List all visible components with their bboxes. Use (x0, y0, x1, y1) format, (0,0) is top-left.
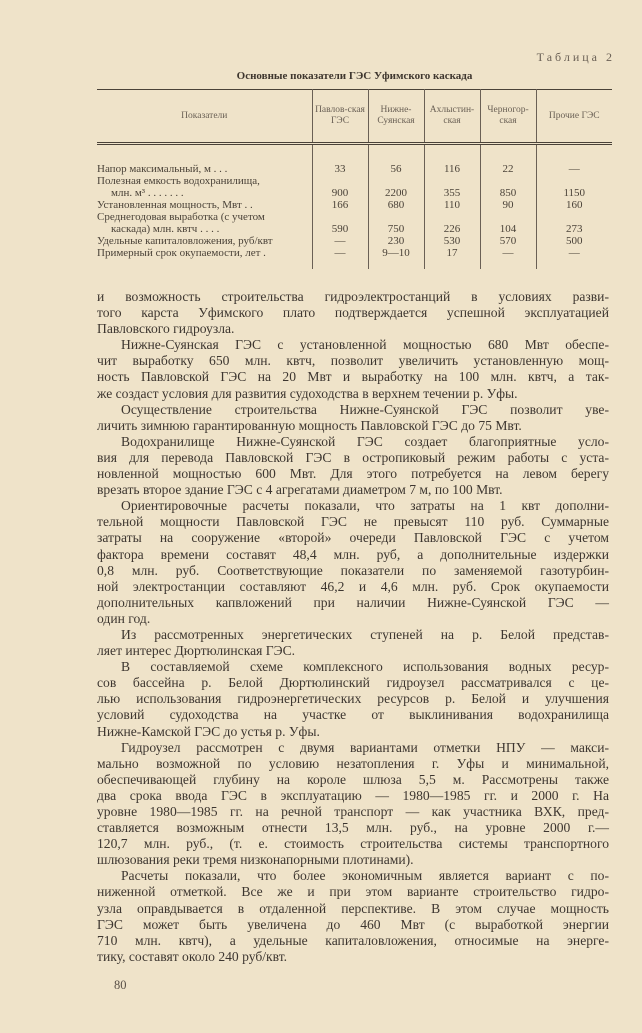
table-cell: 530 (424, 235, 480, 247)
text-line: узла оправдывается в отдаленной перспективе. В этом случае мощность (97, 900, 609, 916)
row-label-text: Полезная емкость водохранилища, (97, 175, 260, 187)
table-cell: 22 (480, 144, 536, 176)
table-cell: 680 (368, 199, 424, 211)
table-cell: 1150 (536, 175, 612, 199)
text-line: ниженной отметкой. Все же и при этом варианте строительство гидро- (97, 884, 609, 900)
text-line: Нижне-Суянская ГЭС с установленной мощностью 680 Мвт обеспе- (121, 337, 609, 353)
table-row (97, 144, 612, 176)
table-cell: 17 (424, 247, 480, 269)
header-other-ges: Прочие ГЭС (536, 90, 612, 144)
text-line: того карста Уфимского плато подтверждается успешной эксплуатацией (97, 305, 609, 321)
paragraph (97, 498, 609, 627)
text-line: условий судоходства на участке от выклинивания водохранилища (97, 707, 609, 723)
table-cell: 104 (480, 211, 536, 235)
text-line: Нижне-Камской ГЭС до устья р. Уфы. (97, 723, 320, 739)
table-cell: 56 (368, 144, 424, 176)
row-label-continuation: каскада) млн. квтч . . . . (111, 223, 220, 235)
text-line: ность Павловской ГЭС на 20 Мвт и выработку на 100 млн. квтч, а так- (97, 369, 609, 385)
paragraph (97, 659, 609, 739)
table-header-row (97, 90, 612, 144)
text-line: вия для перевода Павловской ГЭС в остропиковый режим работы с уста- (97, 449, 609, 465)
table-cell: — (312, 247, 368, 269)
text-line: Осуществление строительства Нижне-Суянской ГЭС позволит уве- (121, 401, 609, 417)
row-label-text: Примерный срок окупаемости, лет . (97, 247, 266, 259)
text-line: ставляется возможным отнести 13,5 млн. руб., на уровне 2000 г.— (97, 820, 609, 836)
text-line: сов бассейна р. Белой Дюртюлинский гидроузел рассматривался с це- (97, 675, 609, 691)
table-cell: 33 (312, 144, 368, 176)
text-line: два срока ввода ГЭС в эксплуатацию — 1980—1985 гг. и 2000 г. На (97, 787, 609, 803)
text-line: затраты на сооружение «второй» очереди Павловской ГЭС с учетом (97, 530, 609, 546)
table-cell: 2200 (368, 175, 424, 199)
table-cell: 590 (312, 211, 368, 235)
text-line: шлюзования реки тремя низконапорными плотинами). (97, 852, 414, 868)
table-row (97, 235, 612, 247)
text-line: 710 млн. квтч), а удельные капиталовложения, относимые на энерге- (97, 932, 609, 948)
table-cell: 750 (368, 211, 424, 235)
header-pavlovskaya: Павлов-ская ГЭС (312, 90, 368, 144)
table-row (97, 175, 612, 199)
table-cell: 160 (536, 199, 612, 211)
text-line: 120,7 млн. руб., (т. е. стоимость строительства системы транспортного (97, 836, 609, 852)
table-cell: 570 (480, 235, 536, 247)
row-label (97, 235, 312, 247)
row-label (97, 199, 312, 211)
text-line: тику, составят около 240 руб/квт. (97, 948, 288, 964)
text-line: уровне 1980—1985 гг. на речной транспорт — как участника ВХК, пред- (97, 804, 609, 819)
table-cell: — (536, 144, 612, 176)
table-cell: 90 (480, 199, 536, 211)
table-cell: 500 (536, 235, 612, 247)
paragraph (97, 627, 609, 659)
row-label (97, 175, 312, 199)
text-line: обеспечивающей глубину на короле шлюза 5,5 м. Рассмотрены также (97, 771, 609, 787)
text-line: Расчеты показали, что более экономичным является вариант с по- (121, 868, 609, 884)
text-line: Водохранилище Нижне-Суянской ГЭС создает благоприятные усло- (121, 433, 609, 449)
text-line: новленной мощностью 600 Мвт. Для этого потребуется на левом берегу (97, 466, 609, 482)
page-number: 80 (114, 977, 127, 992)
paragraph (97, 434, 609, 498)
text-line: личить зимнюю гарантированную мощность Павловской ГЭС до 75 Мвт. (97, 417, 522, 433)
table-cell: 226 (424, 211, 480, 235)
header-chernogorskaya: Черногор-ская (480, 90, 536, 144)
text-line: врезать второе здание ГЭС с 4 агрегатами диаметром 7 м, по 100 Мвт. (97, 482, 503, 498)
header-nizhne-suyanskaya: Нижне-Суянская (368, 90, 424, 144)
text-line: ляет интерес Дюртюлинская ГЭС. (97, 643, 296, 659)
text-line: чит выработку 650 млн. квтч, позволит увеличить установленную мощ- (97, 353, 609, 369)
table-cell: 116 (424, 144, 480, 176)
text-line: Ориентировочные расчеты показали, что затраты на 1 квт дополни- (121, 498, 609, 514)
table-cell: 110 (424, 199, 480, 211)
table-number: Таблица 2 (536, 50, 615, 64)
table-cell: — (536, 247, 612, 269)
header-indicators: Показатели (181, 110, 228, 121)
row-label-text: Среднегодовая выработка (с учетом (97, 211, 265, 223)
text-line: же создаст условия для развития судоходства в верхнем течении р. Уфы. (97, 385, 518, 401)
text-line: дополнительных капвложений при наличии Нижне-Суянской ГЭС — (97, 594, 609, 610)
table-cell: 9—10 (368, 247, 424, 269)
table-row (97, 211, 612, 235)
paragraph (97, 337, 609, 401)
header-akhlystinskaya: Ахлыстин-ская (424, 90, 480, 144)
table-cell: 166 (312, 199, 368, 211)
table-cell: 355 (424, 175, 480, 199)
text-line: и возможность строительства гидроэлектростанций в условиях разви- (97, 289, 609, 304)
table-cell: 850 (480, 175, 536, 199)
table-cell: 273 (536, 211, 612, 235)
row-label-text: Удельные капиталовложения, руб/квт (97, 235, 273, 247)
text-line: В составляемой схеме комплексного использования водных ресур- (121, 659, 609, 675)
table-cell: 900 (312, 175, 368, 199)
text-line: мально возможной по условию незатопления г. Уфы и минимальной, (97, 755, 609, 771)
row-label (97, 144, 312, 176)
text-line: фактора времени составят 48,4 млн. руб, а дополнительные издержки (97, 546, 609, 562)
row-label (97, 211, 312, 235)
paragraph (97, 289, 609, 337)
text-line: лью использования гидроэнергетических ресурсов р. Белой и улучшения (97, 691, 609, 707)
text-line: ной электростанции составляют 46,2 и 4,6 млн. руб. Срок окупаемости (97, 578, 609, 594)
indicators-table (97, 89, 612, 269)
text-line: 0,8 млн. руб. Соответствующие показатели по заменяемой газотурбин- (97, 562, 609, 578)
text-line: ГЭС может быть увеличена до 460 Мвт (с выработкой энергии (97, 916, 609, 932)
paragraph (97, 740, 609, 869)
row-label-text: Установленная мощность, Мвт . . (97, 199, 253, 211)
table-cell: — (480, 247, 536, 269)
table-row (97, 199, 612, 211)
text-line: тельной мощности Павловской ГЭС не превысят 110 руб. Суммарные (97, 514, 609, 530)
row-label (97, 247, 312, 269)
table-row (97, 247, 612, 269)
text-line: Гидроузел рассмотрен с двумя вариантами отметки НПУ — макси- (121, 739, 609, 755)
table-title: Основные показатели ГЭС Уфимского каскада (236, 70, 473, 82)
table-cell: — (312, 235, 368, 247)
paragraph (97, 868, 609, 965)
text-line: Из рассмотренных энергетических ступеней на р. Белой представ- (121, 626, 609, 642)
row-label-continuation: млн. м³ . . . . . . . (111, 187, 184, 199)
row-label-text: Напор максимальный, м . . . (97, 163, 228, 175)
body-text (97, 289, 609, 965)
text-line: один год. (97, 610, 151, 626)
text-line: Павловского гидроузла. (97, 321, 235, 337)
table-cell: 230 (368, 235, 424, 247)
paragraph (97, 402, 609, 434)
